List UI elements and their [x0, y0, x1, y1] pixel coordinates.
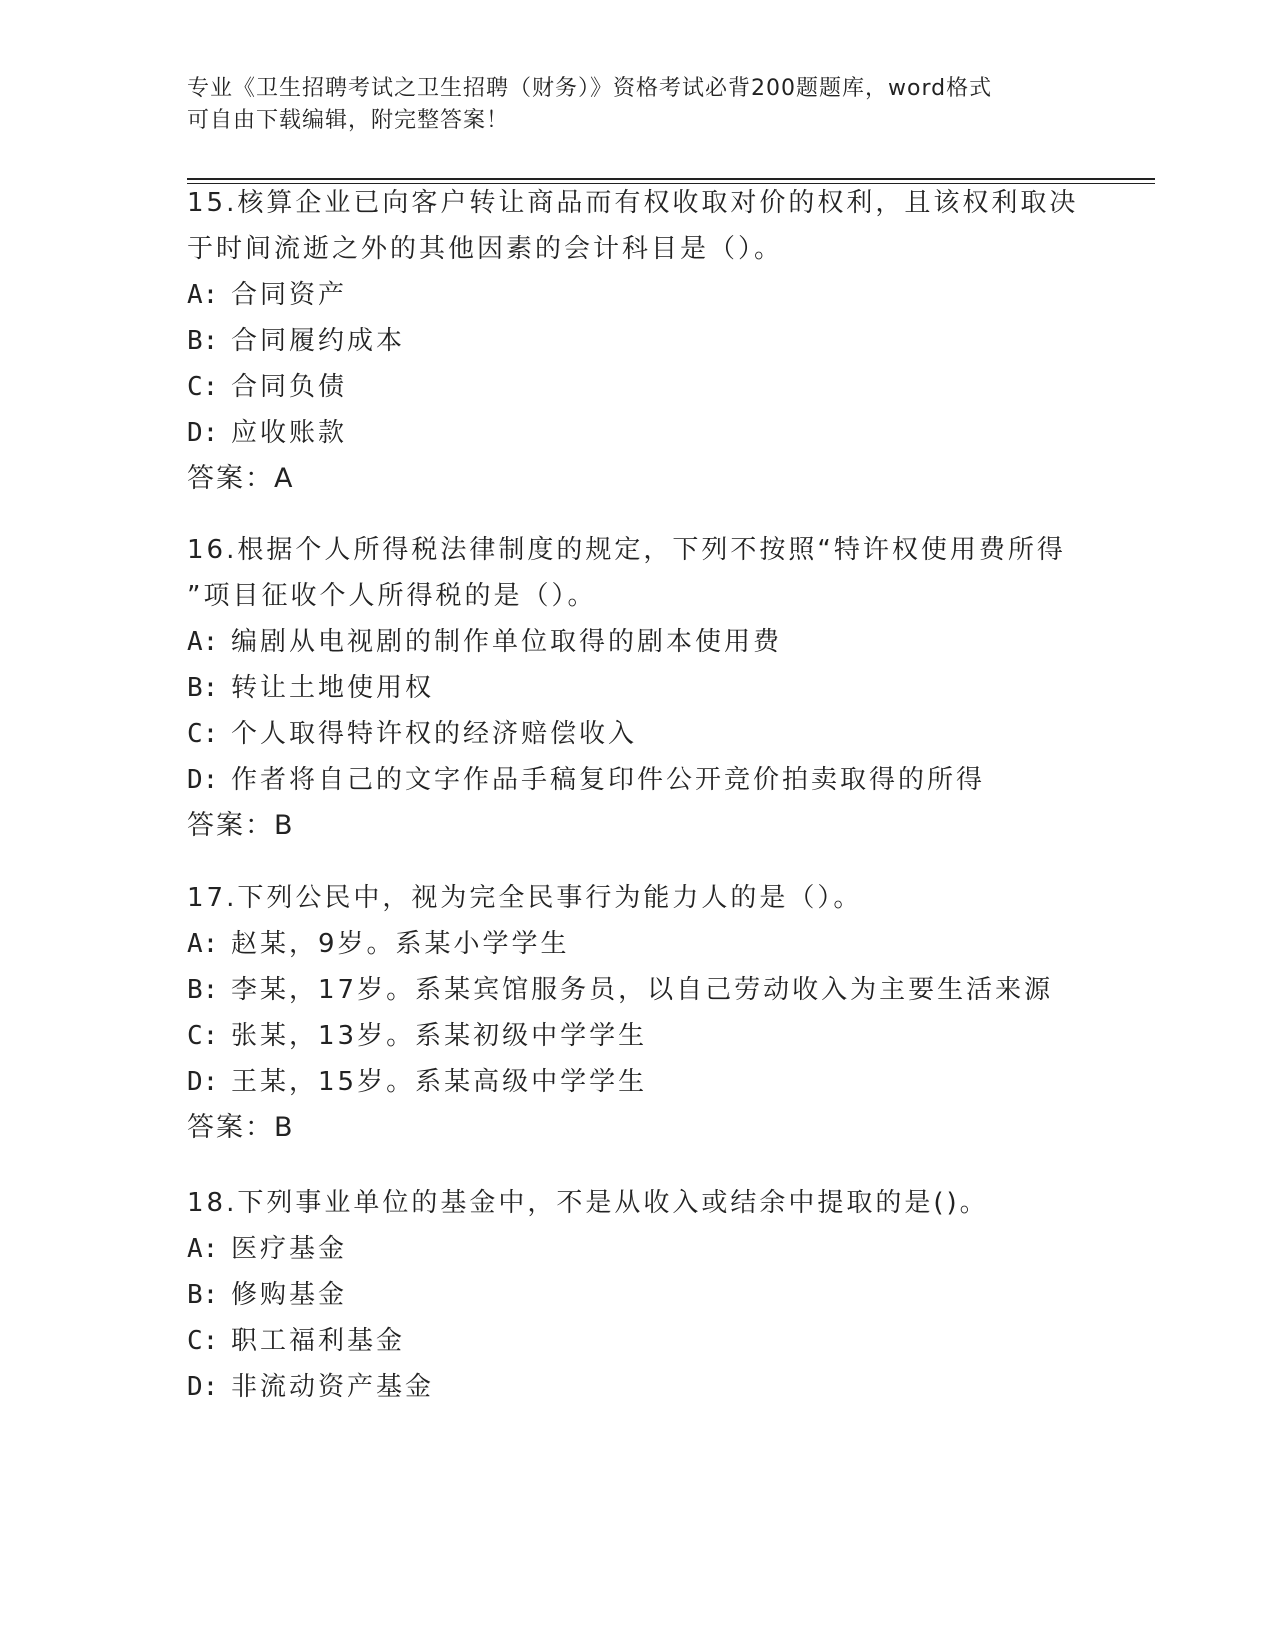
option-text: 合同履约成本 — [231, 326, 406, 356]
question-stem-line: 17.下列公民中，视为完全民事行为能力人的是（）。 — [187, 883, 863, 913]
option-text: 张某，13岁。系某初级中学学生 — [231, 1021, 648, 1051]
option-c — [187, 1318, 1087, 1364]
option-text: 赵某，9岁。系某小学学生 — [231, 929, 570, 959]
option-letter: B: — [187, 326, 219, 356]
option-text: 转让土地使用权 — [231, 673, 435, 703]
question-stem-line: ”项目征收个人所得税的是（）。 — [187, 581, 597, 611]
option-c — [187, 364, 1087, 410]
option-d — [187, 410, 1087, 456]
option-text: 李某，17岁。系某宾馆服务员，以自己劳动收入为主要生活来源 — [231, 975, 1054, 1005]
option-letter: A: — [187, 627, 219, 657]
option-c — [187, 1013, 1087, 1059]
header-title-line-2: 可自由下载编辑，附完整答案！ — [187, 108, 510, 133]
option-letter: A: — [187, 929, 219, 959]
option-letter: C: — [187, 1326, 219, 1356]
option-text: 个人取得特许权的经济赔偿收入 — [231, 719, 638, 749]
answer-line: 答案：A — [187, 463, 295, 494]
option-text: 编剧从电视剧的制作单位取得的剧本使用费 — [231, 627, 783, 657]
option-letter: C: — [187, 719, 219, 749]
answer-line: 答案：B — [187, 810, 295, 841]
question-18 — [187, 1180, 1087, 1410]
option-text: 修购基金 — [231, 1280, 348, 1310]
option-letter: D: — [187, 1067, 219, 1097]
document-header — [187, 73, 1067, 137]
option-b — [187, 665, 1087, 711]
option-letter: B: — [187, 975, 219, 1005]
option-letter: C: — [187, 1021, 219, 1051]
option-letter: A: — [187, 1234, 219, 1264]
option-a — [187, 921, 1087, 967]
option-text: 医疗基金 — [231, 1234, 348, 1264]
answer-line: 答案：B — [187, 1112, 295, 1143]
question-17 — [187, 875, 1087, 1151]
option-a — [187, 619, 1087, 665]
option-b — [187, 1272, 1087, 1318]
option-text: 职工福利基金 — [231, 1326, 406, 1356]
question-stem-line: 15.核算企业已向客户转让商品而有权收取对价的权利，且该权利取决 — [187, 188, 1079, 218]
option-a — [187, 272, 1087, 318]
option-d — [187, 757, 1087, 803]
option-letter: A: — [187, 280, 219, 310]
option-b — [187, 967, 1087, 1013]
option-b — [187, 318, 1087, 364]
question-stem-line: 于时间流逝之外的其他因素的会计科目是（）。 — [187, 234, 784, 264]
option-text: 应收账款 — [231, 418, 348, 448]
question-stem-line: 18.下列事业单位的基金中，不是从收入或结余中提取的是()。 — [187, 1188, 989, 1218]
option-letter: D: — [187, 1372, 219, 1402]
question-16 — [187, 527, 1087, 849]
option-text: 非流动资产基金 — [231, 1372, 435, 1402]
header-title-line-1: 专业《卫生招聘考试之卫生招聘（财务）》资格考试必背200题题库，word格式 — [187, 76, 993, 101]
option-text: 王某，15岁。系某高级中学学生 — [231, 1067, 648, 1097]
option-a — [187, 1226, 1087, 1272]
option-letter: D: — [187, 765, 219, 795]
question-stem-line: 16.根据个人所得税法律制度的规定，下列不按照“特许权使用费所得 — [187, 535, 1066, 565]
option-letter: B: — [187, 1280, 219, 1310]
option-letter: C: — [187, 372, 219, 402]
option-d — [187, 1059, 1087, 1105]
option-text: 合同负债 — [231, 372, 348, 402]
option-letter: B: — [187, 673, 219, 703]
option-c — [187, 711, 1087, 757]
option-text: 作者将自己的文字作品手稿复印件公开竞价拍卖取得的所得 — [231, 765, 986, 795]
option-text: 合同资产 — [231, 280, 348, 310]
question-15 — [187, 180, 1087, 502]
option-d — [187, 1364, 1087, 1410]
option-letter: D: — [187, 418, 219, 448]
